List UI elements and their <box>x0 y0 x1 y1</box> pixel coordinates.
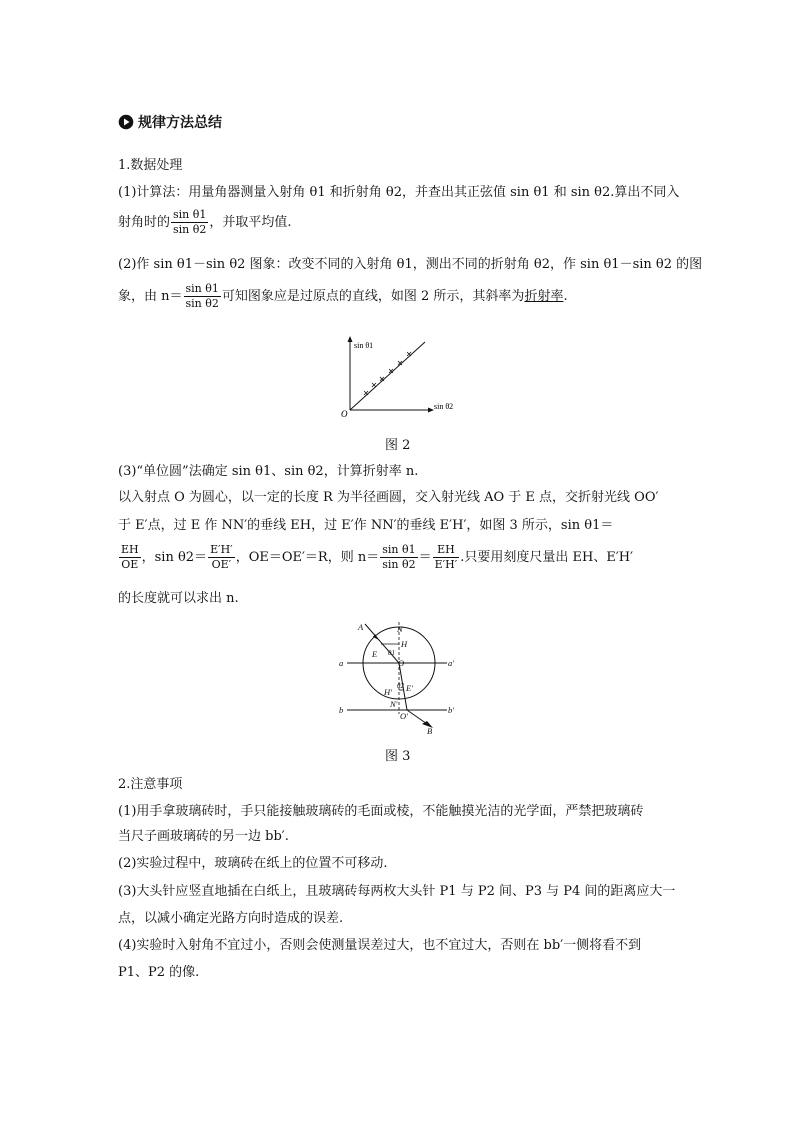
label-theta2: θ2 <box>397 682 404 690</box>
play-circle-icon <box>118 114 134 130</box>
fraction-sin <box>380 543 417 572</box>
data-point <box>407 352 411 356</box>
data-point <box>372 383 376 387</box>
section-heading <box>118 112 222 132</box>
data-point <box>364 391 368 395</box>
figure-3 <box>335 618 460 738</box>
text: . <box>563 289 568 304</box>
denominator: sin θ2 <box>382 558 416 571</box>
incident-ray-ao <box>365 624 399 663</box>
text: .只要用刻度尺量出 EH、E′H′ <box>460 550 634 565</box>
text: 象，由 n＝ <box>118 289 183 304</box>
numerator: E′H′ <box>210 543 233 556</box>
fraction-eh-prime <box>208 543 235 572</box>
section-title: 规律方法总结 <box>138 115 222 131</box>
text: ，sin θ2＝ <box>141 550 208 565</box>
numerator: sin θ1 <box>173 208 207 221</box>
denominator: OE′ <box>211 558 232 571</box>
y-axis-arrow-icon <box>348 336 353 342</box>
unit-circle-line1: (3)“单位圆”法确定 sin θ1、sin θ2，计算折射率 n. <box>118 464 419 479</box>
denominator: sin θ2 <box>173 223 207 236</box>
label-h-prime: H′ <box>384 687 392 697</box>
note-1-line1: (1)用手拿玻璃砖时，手只能接触玻璃砖的毛面或棱，不能触摸光洁的光学面，严禁把玻璃砖 <box>118 804 644 819</box>
unit-circle-line4 <box>118 543 633 572</box>
origin-label: O <box>341 409 348 419</box>
label-a: a <box>339 658 344 668</box>
unit-circle-line3: 于 E′点，过 E 作 NN′的垂线 EH，过 E′作 NN′的垂线 E′H′，如图 3 所示，sin θ1＝ <box>118 518 614 533</box>
unit-circle-line5: 的长度就可以求出 n. <box>118 591 239 606</box>
text: 射角时的 <box>118 215 171 230</box>
numerator: EH <box>121 543 139 556</box>
graph-method-line2 <box>118 282 568 311</box>
label-o: O <box>398 658 405 668</box>
label-n: N <box>397 624 403 634</box>
label-e: E <box>372 649 378 659</box>
figure-3-caption: 图 3 <box>385 749 411 764</box>
text: ，OE＝OE′＝R，则 n＝ <box>235 550 380 565</box>
numerator: sin θ1 <box>185 282 219 295</box>
denominator: sin θ2 <box>185 297 219 310</box>
unit-circle-line2: 以入射点 O 为圆心，以一定的长度 R 为半径画圆，交入射光线 AO 于 E 点，交折射光线 OO′ <box>118 490 659 505</box>
label-e-prime: E′ <box>406 683 414 693</box>
label-o-prime: O′ <box>400 711 408 721</box>
text: ＝ <box>418 550 432 565</box>
label-a-prime: a′ <box>448 658 455 668</box>
slope-term: 折射率 <box>524 289 564 304</box>
label-h: H <box>401 639 408 649</box>
heading-data-processing: 1.数据处理 <box>118 158 183 173</box>
label-a-point: A <box>358 622 364 632</box>
fit-line <box>350 342 425 410</box>
label-b-point: B <box>427 726 433 736</box>
heading-precautions: 2.注意事项 <box>118 777 183 792</box>
note-4-line1: (4)实验时入射角不宜过小，否则会使测量误差过大，也不宜过大，否则在 bb′一侧将看不到 <box>118 938 642 953</box>
data-points <box>364 352 411 395</box>
fraction-n <box>184 282 221 311</box>
numerator: sin θ1 <box>382 543 416 556</box>
note-1-line2: 当尺子画玻璃砖的另一边 bb′. <box>118 829 289 844</box>
figure-2-caption: 图 2 <box>385 438 411 453</box>
label-theta1: θ1 <box>388 649 395 657</box>
y-axis-label: sin θ1 <box>354 341 374 350</box>
denominator: E′H′ <box>434 558 458 571</box>
label-b: b <box>339 705 344 715</box>
figure-2 <box>330 330 470 425</box>
calc-method-line1: (1)计算法：用量角器测量入射角 θ1 和折射角 θ2，并查出其正弦值 sin θ1 和 sin θ2.算出不同入 <box>118 185 680 200</box>
label-n-prime: N′ <box>390 699 398 709</box>
text: 可知图象应是过原点的直线，如图 2 所示，其斜率为 <box>221 289 525 304</box>
numerator: EH <box>433 543 460 558</box>
note-4-line2: P1、P2 的像. <box>118 965 200 980</box>
fraction-eh-oe <box>119 543 141 572</box>
text: ，并取平均值. <box>209 215 292 230</box>
note-3-line1: (3)大头针应竖直地插在白纸上，且玻璃砖每两枚大头针 P1 与 P2 间、P3 与 P4 间的距离应大一 <box>118 884 676 899</box>
fraction-sin-ratio <box>171 208 208 237</box>
note-3-line2: 点，以减小确定光路方向时造成的误差. <box>118 911 344 926</box>
x-axis-label: sin θ2 <box>434 402 454 411</box>
fraction-eh <box>433 543 460 572</box>
calc-method-line2 <box>118 208 292 237</box>
note-2: (2)实验过程中，玻璃砖在纸上的位置不可移动. <box>118 856 388 871</box>
denominator: OE <box>121 558 139 571</box>
label-b-prime: b′ <box>448 705 455 715</box>
graph-method-line1: (2)作 sin θ1－sin θ2 图象：改变不同的入射角 θ1，测出不同的折射角 θ2，作 sin θ1－sin θ2 的图 <box>118 257 703 272</box>
